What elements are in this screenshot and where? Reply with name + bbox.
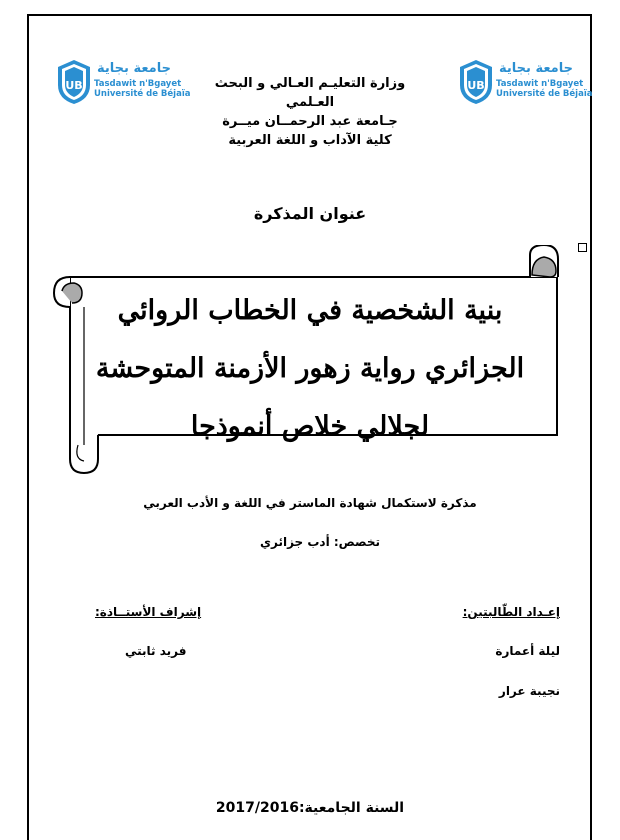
svg-text:UB: UB [65, 79, 83, 92]
faculty-name: كلية الآداب و اللغة العربية [228, 133, 392, 148]
memo-title-label: عنوان المذكرة [253, 204, 367, 223]
student-name-1: ليلة أعمارة [495, 644, 560, 658]
svg-text:UB: UB [467, 79, 485, 92]
university-name: جـامعة عبد الرحمــان ميــرة [222, 114, 398, 129]
thesis-title-line3: لجلالي خلاص أنموذجا [190, 411, 430, 442]
logo-arabic-name: جامعة بجاية [97, 61, 171, 76]
logo-french-name: Université de Béjaïa [94, 89, 191, 99]
thesis-title [90, 282, 530, 456]
university-logo-left [56, 59, 191, 105]
logo-kabyle-name: Tasdawit n'Bgayet [94, 79, 182, 89]
university-logo-right [458, 59, 593, 105]
thesis-title-line2: الجزائري رواية زهور الأزمنة المتوحشة [95, 353, 525, 384]
institution-header [200, 74, 420, 150]
academic-year: السنة الجامعية:2017/2016 [215, 800, 405, 816]
specialty: تخصص: أدب جزائري [259, 535, 381, 549]
logo-french-name: Université de Béjaïa [496, 89, 593, 99]
checkbox-marker [578, 243, 587, 252]
logo-kabyle-name: Tasdawit n'Bgayet [496, 79, 584, 89]
students-label: إعـداد الطّالبتين: [462, 605, 560, 619]
purpose-statement: مذكرة لاستكمال شهادة الماستر في اللغة و الأدب العربي [143, 496, 477, 510]
university-emblem-icon [458, 59, 494, 105]
ministry-name: وزارة التعليـم العـالي و البحث العـلمي [214, 76, 406, 110]
logo-arabic-name: جامعة بجاية [499, 61, 573, 76]
student-name-2: نجيبة عرار [498, 684, 560, 698]
supervisor-label: إشراف الأستــاذة: [95, 605, 202, 619]
supervisor-name: فريد ثابتي [125, 644, 187, 658]
university-emblem-icon [56, 59, 92, 105]
thesis-title-line1: بنية الشخصية في الخطاب الروائي [117, 295, 503, 326]
